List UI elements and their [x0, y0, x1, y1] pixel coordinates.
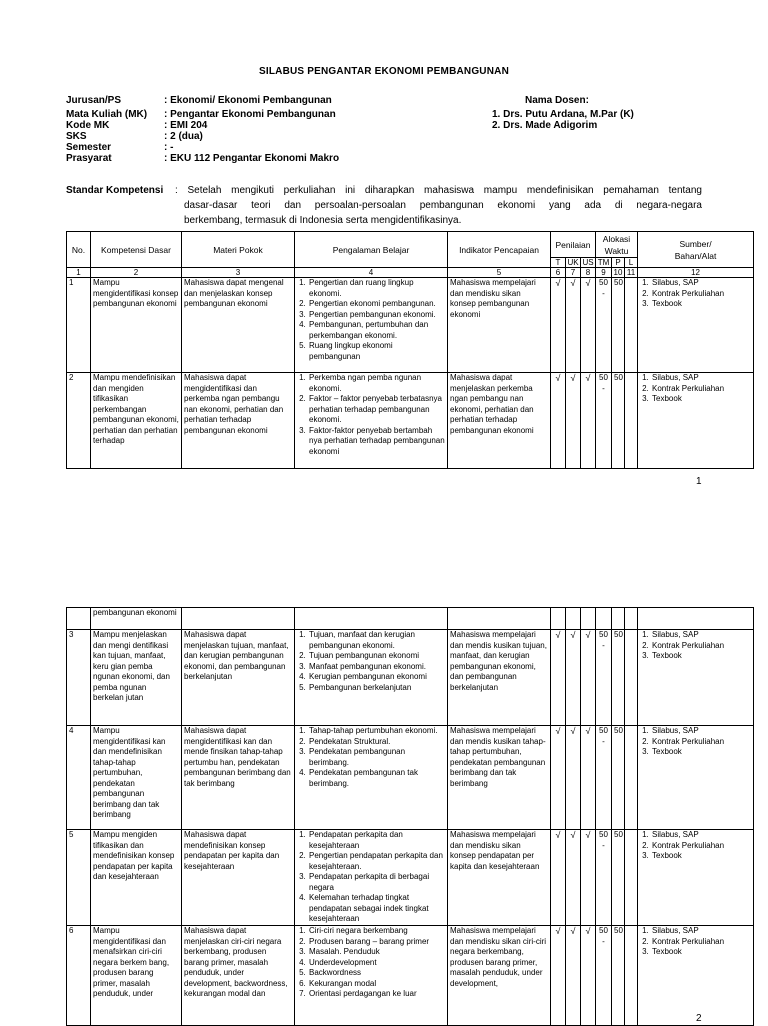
list-item: 3. Texbook: [651, 747, 751, 758]
row-indikator: Mahasiswa mempelajari dan mendisku sikan konsep pendapatan per kapita dan kesejahteraan: [448, 830, 551, 926]
list-item: 3. Texbook: [651, 947, 751, 958]
list-item: 1. Silabus, SAP: [651, 830, 751, 841]
info-value-jurusan: : Ekonomi/ Ekonomi Pembangunan: [164, 95, 332, 106]
info-label-prasyarat: Prasyarat: [66, 153, 112, 164]
row-number: 6: [67, 926, 91, 1026]
page-1: [0, 0, 768, 505]
list-item: 3. Texbook: [651, 651, 751, 662]
row-sumber: [638, 373, 754, 469]
list-item: 2. Kontrak Perkuliahan: [651, 737, 751, 748]
row-kompetensi: Mampu mendefinisikan dan mengiden tifikasikan perkembangan pembangunan ekonomi, perhatian dan perhatian terhadap: [91, 373, 182, 469]
info-label-sks: SKS: [66, 131, 87, 142]
table-row: [67, 373, 754, 469]
row-pengalaman: [295, 726, 448, 830]
row-kompetensi: pembangunan ekonomi: [91, 608, 182, 630]
list-item: 1. Tujuan, manfaat dan kerugian pembangunan ekonomi.: [308, 630, 445, 651]
row-materi: Mahasiswa dapat menjelaskan tujuan, manfaat, dan kerugian pembangunan ekonomi, dan pembangunan berkelanjutan: [182, 630, 295, 726]
list-item: 3. Manfaat pembangunan ekonomi.: [308, 662, 445, 673]
list-item: 4. Kelemahan terhadap tingkat pendapatan sebagai indek tingkat kesejahteraan: [308, 893, 445, 925]
list-item: 3. Texbook: [651, 851, 751, 862]
row-sumber: [638, 926, 754, 1026]
check-mark: √: [551, 926, 566, 1026]
check-mark: √: [581, 926, 596, 1026]
info-value-kode: : EMI 204: [164, 120, 208, 131]
list-item: 5. Ruang lingkup ekonomi pembangunan: [308, 341, 445, 362]
row-materi: Mahasiswa dapat mengidentifikasi kan dan mende finsikan tahap-tahap pertumbu han, pendekatan pembangunan berimbang dan tak berimbang: [182, 726, 295, 830]
col-number: 1: [67, 268, 91, 278]
table-row: [67, 278, 754, 373]
row-sumber: [638, 630, 754, 726]
page-gap: [0, 505, 768, 605]
p-value: 50: [612, 630, 625, 726]
list-item: 2. Kontrak Perkuliahan: [651, 937, 751, 948]
col-number: 6: [551, 268, 566, 278]
check-mark: √: [551, 726, 566, 830]
col-header-kompetensi: Kompetensi Dasar: [91, 232, 182, 268]
col-number: 12: [638, 268, 754, 278]
p-value: 50: [612, 830, 625, 926]
col-number: 7: [566, 268, 581, 278]
list-item: 2. Kontrak Perkuliahan: [651, 384, 751, 395]
row-kompetensi: Mampu mengidentifikasi dan menafsirkan ciri-ciri negara berkem bang, produsen barang primer, masalah penduduk, under: [91, 926, 182, 1026]
check-mark: √: [581, 830, 596, 926]
competency-standard-text: dasar-dasar teori dan persoalan-persoalan pembangunan ekonomi yang ada di negara-negara: [184, 200, 702, 211]
list-item: 1. Silabus, SAP: [651, 630, 751, 641]
col-number: 2: [91, 268, 182, 278]
competency-standard-text: berkembang, termasuk di Indonesia serta mengidentifikasinya.: [184, 215, 462, 226]
row-sumber: [638, 278, 754, 373]
tm-value: 50 -: [596, 726, 612, 830]
info-value-sks: : 2 (dua): [164, 131, 203, 142]
col-header-no: No.: [67, 232, 91, 268]
col-header-sumber: [638, 232, 754, 268]
tm-value: 50 -: [596, 630, 612, 726]
table-row: [67, 726, 754, 830]
row-materi: Mahasiswa dapat mengenal dan menjelaskan konsep pembangunan ekonomi: [182, 278, 295, 373]
info-label-matakuliah: Mata Kuliah (MK): [66, 109, 148, 120]
list-item: 1. Silabus, SAP: [651, 278, 751, 289]
list-item: 1. Silabus, SAP: [651, 373, 751, 384]
info-value-prasyarat: : EKU 112 Pengantar Ekonomi Makro: [164, 153, 340, 164]
l-value: [625, 926, 638, 1026]
check-mark: √: [581, 278, 596, 373]
list-item: 4. Pembangunan, pertumbuhan dan perkembangan ekonomi.: [308, 320, 445, 341]
col-number: 5: [448, 268, 551, 278]
row-sumber: [638, 830, 754, 926]
list-item: 1. Ciri-ciri negara berkembang: [308, 926, 445, 937]
list-item: 1. Tahap-tahap pertumbuhan ekonomi.: [308, 726, 445, 737]
row-indikator: Mahasiswa dapat menjelaskan perkemba ngan pembangu nan ekonomi, perhatian dan perhatian terhadap pembangunan ekonomi: [448, 373, 551, 469]
syllabus-table: [66, 231, 754, 469]
row-pengalaman: [295, 830, 448, 926]
list-item: 3. Faktor-faktor penyebab bertambah nya perhatian terhadap pembangunan ekonomi: [308, 426, 445, 458]
row-materi: Mahasiswa dapat menjelaskan ciri-ciri negara berkembang, produsen barang primer, masalah penduduk, under development, backwordness, kekurangan modal dan: [182, 926, 295, 1026]
col-number: 11: [625, 268, 638, 278]
list-item: 2. Pengertian pendapatan perkapita dan kesejahteraan.: [308, 851, 445, 872]
empty-cell: [295, 608, 448, 630]
check-mark: √: [551, 630, 566, 726]
info-value-matakuliah: : Pengantar Ekonomi Pembangunan: [164, 109, 336, 120]
table-row: [67, 630, 754, 726]
col-header-pengalaman: Pengalaman Belajar: [295, 232, 448, 268]
sumber-line: Sumber/: [679, 238, 712, 249]
col-number: 4: [295, 268, 448, 278]
info-label-semester: Semester: [66, 142, 112, 153]
col-number: 3: [182, 268, 295, 278]
row-pengalaman: [295, 630, 448, 726]
page-2: [0, 605, 768, 1024]
check-mark: √: [581, 630, 596, 726]
sub-header-us: US: [582, 258, 594, 267]
page-number: 1: [696, 476, 702, 487]
table-row-continued: [67, 608, 754, 630]
row-number: 1: [67, 278, 91, 373]
row-indikator: Mahasiswa mempelajari dan mendisku sikan konsep pembangunan ekonomi: [448, 278, 551, 373]
l-value: [625, 373, 638, 469]
p-value: 50: [612, 278, 625, 373]
empty-cell: [596, 608, 612, 630]
row-number: 4: [67, 726, 91, 830]
list-item: 3. Texbook: [651, 299, 751, 310]
list-item: 3. Pendekatan pembangunan berimbang.: [308, 747, 445, 768]
check-mark: √: [566, 830, 581, 926]
list-item: 7. Orientasi perdagangan ke luar: [308, 989, 445, 1000]
row-kompetensi: Mampu menjelaskan dan mengi dentifikasi kan tujuan, manfaat, keru gian pemba ngunan ekonomi, dan pemba ngunan berkelan jutan: [91, 630, 182, 726]
empty-cell: [551, 608, 566, 630]
empty-cell: [612, 608, 625, 630]
check-mark: √: [566, 726, 581, 830]
empty-cell: [182, 608, 295, 630]
col-header-alokasi: [596, 232, 638, 258]
info-label-jurusan: Jurusan/PS: [66, 95, 122, 106]
check-mark: √: [566, 630, 581, 726]
list-item: 3. Texbook: [651, 394, 751, 405]
row-indikator: Mahasiswa mempelajari dan mendis kusikan tahap-tahap pertumbuhan, pendekatan pembangunan berimbang dan tak berimbang: [448, 726, 551, 830]
sub-header-tm: TM: [596, 258, 612, 268]
table-row: [67, 830, 754, 926]
info-value-semester: : -: [164, 142, 174, 153]
empty-cell: [625, 608, 638, 630]
lecturer-name: 1. Drs. Putu Ardana, M.Par (K): [492, 109, 634, 120]
tm-value: 50 -: [596, 926, 612, 1026]
list-item: 2. Pendekatan Struktural.: [308, 737, 445, 748]
list-item: 2. Tujuan pembangunan ekonomi: [308, 651, 445, 662]
info-label-kode: Kode MK: [66, 120, 110, 131]
check-mark: √: [551, 373, 566, 469]
row-pengalaman: [295, 373, 448, 469]
l-value: [625, 830, 638, 926]
row-kompetensi: Mampu mengidentifikasi kan dan mendefinisikan tahap-tahap pertumbuhan, pendekatan pembangunan berimbang dan tak berimbang: [91, 726, 182, 830]
check-mark: √: [551, 278, 566, 373]
alokasi-line: Waktu: [604, 245, 629, 256]
col-header-materi: Materi Pokok: [182, 232, 295, 268]
col-number: 10: [612, 268, 625, 278]
list-item: 3. Pengertian pembangunan ekonomi.: [308, 310, 445, 321]
list-item: 4. Kerugian pembangunan ekonomi: [308, 672, 445, 683]
sub-header-p: P: [612, 258, 625, 268]
document-title: SILABUS PENGANTAR EKONOMI PEMBANGUNAN: [259, 66, 509, 77]
check-mark: √: [566, 373, 581, 469]
list-item: 2. Faktor – faktor penyebab terbatasnya perhatian terhadap pembangunan ekonomi.: [308, 394, 445, 426]
list-item: 2. Kontrak Perkuliahan: [651, 289, 751, 300]
row-pengalaman: [295, 278, 448, 373]
alokasi-line: Alokasi: [602, 233, 631, 244]
check-mark: √: [566, 278, 581, 373]
sub-header-t: T: [551, 258, 566, 268]
empty-cell: [448, 608, 551, 630]
p-value: 50: [612, 726, 625, 830]
empty-cell: [581, 608, 596, 630]
check-mark: √: [551, 830, 566, 926]
list-item: 3. Pendapatan perkapita di berbagai negara: [308, 872, 445, 893]
l-value: [625, 278, 638, 373]
row-number: 2: [67, 373, 91, 469]
row-pengalaman: [295, 926, 448, 1026]
col-number: 9: [596, 268, 612, 278]
row-number: 3: [67, 630, 91, 726]
empty-cell: [638, 608, 754, 630]
list-item: 4. Underdevelopment: [308, 958, 445, 969]
lecturer-name: 2. Drs. Made Adigorim: [492, 120, 598, 131]
lecturer-block: [492, 95, 634, 131]
list-item: 5. Backwordness: [308, 968, 445, 979]
tm-value: 50 -: [596, 373, 612, 469]
l-value: [625, 726, 638, 830]
list-item: 2. Kontrak Perkuliahan: [651, 641, 751, 652]
col-header-indikator: Indikator Pencapaian: [448, 232, 551, 268]
row-kompetensi: Mampu mengiden tifikasikan dan mendefinisikan konsep pendapatan per kapita dan kesejahteraan: [91, 830, 182, 926]
table-row: [67, 926, 754, 1026]
tm-value: 50 -: [596, 830, 612, 926]
col-header-penilaian: Penilaian: [551, 232, 596, 258]
tm-value: 50 -: [596, 278, 612, 373]
course-info: [66, 95, 339, 164]
check-mark: √: [566, 926, 581, 1026]
list-item: 3. Masalah. Penduduk: [308, 947, 445, 958]
row-number: [67, 608, 91, 630]
competency-standard-label: Standar Kompetensi: [66, 185, 164, 196]
list-item: 1. Pengertian dan ruang lingkup ekonomi.: [308, 278, 445, 299]
list-item: 2. Produsen barang – barang primer: [308, 937, 445, 948]
sub-header-l: L: [625, 258, 638, 268]
list-item: 6. Kekurangan modal: [308, 979, 445, 990]
row-number: 5: [67, 830, 91, 926]
p-value: 50: [612, 373, 625, 469]
row-indikator: Mahasiswa mempelajari dan mendis kusikan tujuan, manfaat, dan kerugian pembangunan ekonomi, dan pembangunan berkelanjutan: [448, 630, 551, 726]
row-sumber: [638, 726, 754, 830]
sumber-line: Bahan/Alat: [674, 250, 717, 261]
p-value: 50: [612, 926, 625, 1026]
syllabus-table-continued: [66, 607, 754, 1026]
list-item: 2. Pengertian ekonomi pembangunan.: [308, 299, 445, 310]
list-item: 1. Pendapatan perkapita dan kesejahteraan: [308, 830, 445, 851]
page-number: 2: [696, 1013, 702, 1024]
row-indikator: Mahasiswa mempelajari dan mendisku sikan ciri-ciri negara berkembang, produsen barang primer, masalah penduduk, under development,: [448, 926, 551, 1026]
list-item: 4. Pendekatan pembangunan tak berimbang.: [308, 768, 445, 789]
lecturer-heading: Nama Dosen:: [525, 95, 589, 106]
row-kompetensi: Mampu mengidentifikasi konsep pembangunan ekonomi: [91, 278, 182, 373]
list-item: 1. Silabus, SAP: [651, 926, 751, 937]
check-mark: √: [581, 373, 596, 469]
empty-cell: [566, 608, 581, 630]
list-item: 2. Kontrak Perkuliahan: [651, 841, 751, 852]
col-number: 8: [581, 268, 596, 278]
check-mark: √: [581, 726, 596, 830]
l-value: [625, 630, 638, 726]
competency-standard-text: : Setelah mengikuti perkuliahan ini diharapkan mahasiswa mampu mendefinisikan pemahaman tentang: [175, 185, 702, 196]
row-materi: Mahasiswa dapat mengidentifikasi dan perkemba ngan pembangu nan ekonomi, perhatian dan perhatian terhadap pembangunan ekonomi: [182, 373, 295, 469]
list-item: 5. Pembangunan berkelanjutan: [308, 683, 445, 694]
row-materi: Mahasiswa dapat mendefinisikan konsep pendapatan per kapita dan kesejahteraan: [182, 830, 295, 926]
list-item: 1. Silabus, SAP: [651, 726, 751, 737]
list-item: 1. Perkemba ngan pemba ngunan ekonomi.: [308, 373, 445, 394]
sub-header-uk: UK: [567, 258, 579, 267]
